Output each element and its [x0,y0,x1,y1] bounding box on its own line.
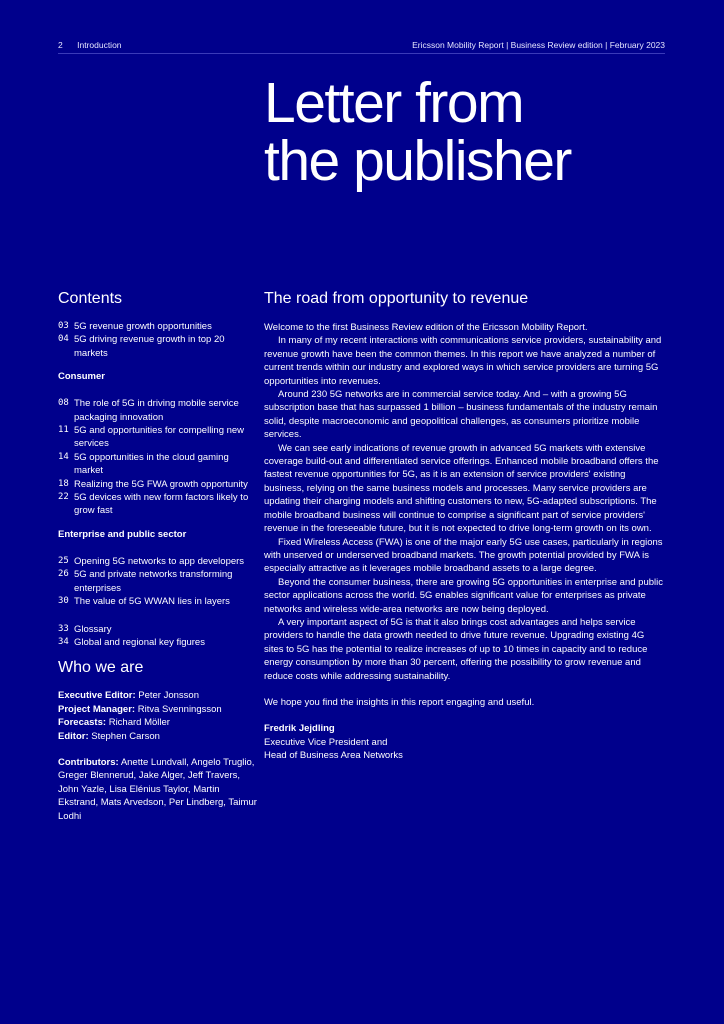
signature-title: Executive Vice President and [264,736,388,748]
article-heading: The road from opportunity to revenue [264,290,529,307]
contents-intro-list [58,320,258,360]
contents-item[interactable]: 26 5G and private networks transforming enterprises [58,569,233,594]
page-title [264,71,571,193]
paragraph: A very important aspect of 5G is that it also brings cost advantages and helps service providers to handle the data growth needed to drive future revenue. Upgrading existing 4G sites to 5G has the potential to realize increases of up to 10 times in capacity and to reduce energy consumption by more than 30 percent, offering the possibility to grow revenue and reduce costs while addressing sustainability. [264,616,648,682]
contents-item[interactable]: 04 5G driving revenue growth in top 20 markets [58,334,225,359]
section-name: Introduction [77,40,122,50]
paragraph: Welcome to the first Business Review edition of the Ericsson Mobility Report. [264,322,588,333]
paragraph: In many of my recent interactions with communications service providers, sustainability and revenue growth have been the common themes. In this report we have analyzed a number of current trends within our industry and explored ways in which service providers are turning 5G opportunities into revenues. [264,335,662,387]
contents-enterprise-list [58,555,258,609]
signature-title: Head of Business Area Networks [264,750,403,762]
contents-item[interactable]: 25 Opening 5G networks to app developers [58,555,245,567]
page-number: 2 [58,40,63,50]
article-body [264,321,666,683]
enterprise-heading: Enterprise and public sector [58,528,187,540]
contributors [58,756,258,823]
signature [264,722,666,762]
contributors-names: Anette Lundvall, Angelo Truglio, Greger Blennerud, Jake Alger, Jeff Travers, John Yazle, Lisa Elénius Taylor, Martin Ekstrand, Mats Arvedson, Per Lindberg, Taimur Lodhi [58,756,257,822]
title-line-2: the publisher [264,129,571,193]
contents-item[interactable]: 03 5G revenue growth opportunities [58,321,212,332]
consumer-heading: Consumer [58,371,105,383]
page-header [58,40,665,54]
publication-info: Ericsson Mobility Report | Business Review edition | February 2023 [412,40,665,50]
credits-list [58,689,258,743]
credit-line: Editor: Stephen Carson [58,730,160,742]
contents-item[interactable]: 14 5G opportunities in the cloud gaming market [58,451,229,477]
contents-item[interactable]: 08 The role of 5G in driving mobile service packaging innovation [58,398,239,423]
contents-item[interactable]: 22 5G devices with new form factors likely to grow fast [58,492,249,517]
paragraph: Fixed Wireless Access (FWA) is one of the major early 5G use cases, particularly in regions with unserved or underserved broadband markets. The growth potential provided by FWA is especially attractive as it leverages mobile broadband assets to a large degree. [264,536,663,575]
left-column [58,290,258,823]
contents-end-list [58,623,258,650]
contents-heading: Contents [58,290,123,307]
who-we-are-heading: Who we are [58,659,144,677]
credit-line: Forecasts: Richard Möller [58,717,170,729]
contents-consumer-list [58,397,258,518]
paragraph: We can see early indications of revenue growth in advanced 5G markets with extensive coverage build-out and differentiated service offerings. Enhanced mobile broadband offers the fastest revenue opportunities for 5G, as it is an extension of service providers' existing business, relying on the same business models and processes. Many service providers are updating their charging models and shifting customers to new, 5G-adapted subscriptions. The mobile broadband business will continue to comprise a significant part of service providers' revenue in the foreseeable future, but it is not expected to drive long-term growth on its own. [264,442,659,535]
contents-item[interactable]: 33 Glossary [58,623,112,635]
contents-item[interactable]: 30 The value of 5G WWAN lies in layers [58,596,230,608]
closing-line: We hope you find the insights in this report engaging and useful. [264,696,535,708]
signature-name: Fredrik Jejdling [264,723,335,735]
paragraph: Beyond the consumer business, there are growing 5G opportunities in enterprise and public sector applications across the world. 5G enables significant value for enterprises as private networks and wireless wide-area networks are now being deployed. [264,576,663,615]
paragraph: Around 230 5G networks are in commercial service today. And – with a growing 5G subscription base that has surpassed 1 billion – business fundamentals of the industry remain solid, despite macroeconomic and geopolitical challenges, as consumers prioritize mobile services. [264,389,658,441]
header-left [58,40,122,50]
contents-item[interactable]: 18 Realizing the 5G FWA growth opportunity [58,478,248,490]
contents-item[interactable]: 11 5G and opportunities for compelling new services [58,425,245,450]
credit-line: Project Manager: Ritva Svenningsson [58,703,222,715]
contributors-label: Contributors: [58,756,119,768]
credit-line: Executive Editor: Peter Jonsson [58,690,199,702]
article-column [264,290,666,763]
contents-item[interactable]: 34 Global and regional key figures [58,636,205,648]
title-line-1: Letter from [264,71,524,135]
